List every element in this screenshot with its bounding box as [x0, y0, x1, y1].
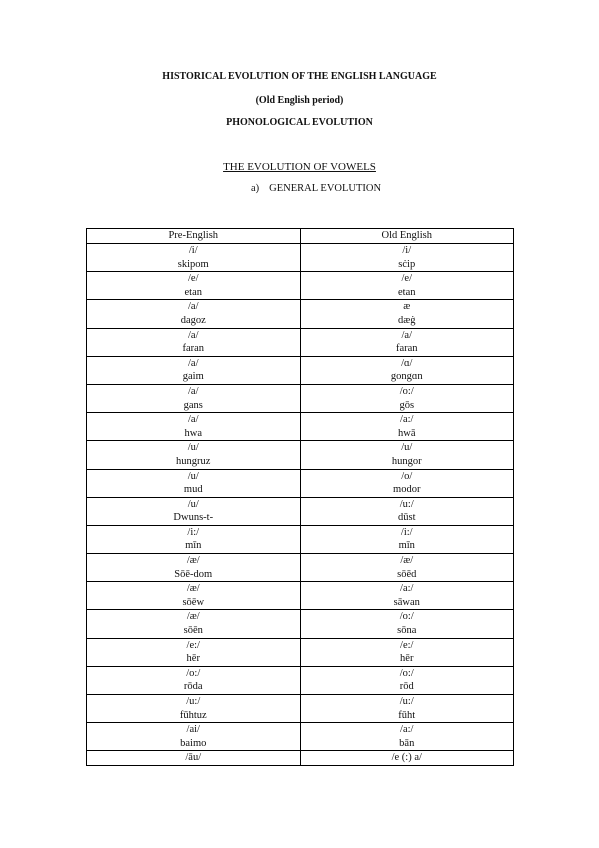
example-word: hungor — [391, 455, 422, 467]
example-word: sōēd — [397, 568, 417, 580]
example-word: rōda — [183, 681, 203, 693]
example-word: baimo — [180, 737, 207, 749]
old-english-cell — [300, 300, 514, 328]
phoneme: /u:/ — [186, 696, 201, 707]
pre-english-cell — [87, 272, 301, 300]
example-word: dagoz — [180, 314, 206, 326]
pre-english-cell — [87, 328, 301, 356]
phoneme: /ɑ/ — [401, 357, 413, 369]
table-row — [87, 723, 514, 751]
old-english-cell — [300, 554, 514, 582]
phoneme: /u:/ — [399, 498, 414, 510]
example-word: faran — [395, 343, 418, 355]
example-word: sāwan — [393, 596, 420, 608]
vowel-evolution-table — [86, 228, 514, 766]
old-english-cell — [300, 695, 514, 723]
phoneme: /a/ — [401, 329, 412, 341]
phoneme: /æ/ — [186, 611, 200, 623]
document-title: HISTORICAL EVOLUTION OF THE ENGLISH LANGUAGE — [162, 71, 437, 82]
example-word: sōēn — [183, 625, 203, 637]
example-word: sċip — [398, 258, 416, 270]
pre-english-cell — [87, 638, 301, 666]
pre-english-cell — [87, 441, 301, 469]
example-word: bān — [399, 737, 415, 749]
column-header-pre-english: Pre-English — [87, 229, 301, 244]
table-row — [87, 244, 514, 272]
phoneme: æ — [403, 301, 411, 313]
pre-english-cell — [87, 469, 301, 497]
example-word: modor — [393, 484, 421, 496]
document-topic: PHONOLOGICAL EVOLUTION — [226, 117, 373, 128]
example-word: fūhtuz — [179, 709, 207, 721]
example-word: skipom — [177, 258, 209, 270]
example-word: mīn — [185, 540, 202, 552]
phoneme: /u/ — [401, 442, 413, 454]
phoneme: /i/ — [402, 245, 412, 256]
phoneme: /o:/ — [399, 667, 414, 679]
table-row — [87, 638, 514, 666]
example-word: fūht — [398, 709, 416, 721]
table-row — [87, 300, 514, 328]
phoneme: /a/ — [188, 301, 199, 313]
pre-english-cell — [87, 300, 301, 328]
pre-english-cell — [87, 751, 301, 766]
phoneme: /u/ — [187, 498, 199, 510]
table-row — [87, 582, 514, 610]
pre-english-cell — [87, 244, 301, 272]
example-word: dæġ — [397, 314, 416, 326]
old-english-cell — [300, 751, 514, 766]
phoneme: /o:/ — [186, 667, 201, 679]
phoneme: /i/ — [188, 245, 198, 256]
old-english-cell — [300, 610, 514, 638]
example-word: hēr — [186, 653, 200, 665]
phoneme: /a:/ — [400, 583, 414, 595]
phoneme: /a/ — [188, 385, 199, 397]
old-english-cell — [300, 723, 514, 751]
pre-english-cell — [87, 356, 301, 384]
phoneme: /a/ — [188, 357, 199, 369]
example-word: etan — [398, 286, 416, 298]
example-word: dūst — [397, 512, 416, 524]
phoneme: /i:/ — [187, 526, 200, 538]
table-header-row — [87, 229, 514, 244]
phoneme: /a/ — [188, 414, 199, 426]
phoneme: /o:/ — [399, 385, 414, 397]
example-word: sōēw — [182, 596, 205, 608]
phoneme: /u/ — [187, 442, 199, 454]
old-english-cell — [300, 328, 514, 356]
phoneme: /a:/ — [400, 414, 414, 426]
example-word: mud — [183, 484, 203, 496]
pre-english-cell — [87, 525, 301, 553]
example-word: gans — [183, 399, 203, 411]
old-english-cell — [300, 356, 514, 384]
old-english-cell — [300, 441, 514, 469]
phoneme: /e:/ — [400, 639, 414, 651]
old-english-cell — [300, 413, 514, 441]
phoneme: /ai/ — [186, 724, 200, 736]
example-word: mīn — [398, 540, 415, 552]
old-english-cell — [300, 469, 514, 497]
phoneme: /æ/ — [186, 583, 200, 595]
old-english-cell — [300, 272, 514, 300]
table-row — [87, 666, 514, 694]
document-period: (Old English period) — [255, 95, 344, 106]
phoneme: /e/ — [188, 273, 199, 285]
example-word: faran — [182, 343, 205, 355]
table-row — [87, 328, 514, 356]
section-heading-text: THE EVOLUTION OF VOWELS — [223, 161, 376, 173]
example-word: sōna — [397, 625, 417, 637]
table-row — [87, 413, 514, 441]
phoneme: /e/ — [401, 273, 412, 285]
table-row — [87, 441, 514, 469]
table-row — [87, 356, 514, 384]
example-word: Dwuns-t- — [173, 512, 214, 524]
pre-english-cell — [87, 384, 301, 412]
phoneme: /a:/ — [400, 724, 414, 736]
section-heading — [0, 161, 599, 173]
example-word: Sōē-dom — [174, 568, 213, 580]
subheading-text: GENERAL EVOLUTION — [269, 183, 382, 194]
phoneme: /u:/ — [399, 696, 414, 707]
table-row — [87, 525, 514, 553]
table-row — [87, 751, 514, 766]
example-word: hwa — [184, 427, 202, 439]
table-body — [87, 244, 514, 766]
phoneme: /o:/ — [399, 611, 414, 623]
table-row — [87, 695, 514, 723]
phoneme: /æ/ — [186, 555, 200, 567]
pre-english-cell — [87, 723, 301, 751]
example-word: gaim — [182, 371, 204, 383]
example-word: hungruz — [176, 455, 211, 467]
pre-english-cell — [87, 497, 301, 525]
pre-english-cell — [87, 610, 301, 638]
phoneme: /a/ — [188, 329, 199, 341]
table-row — [87, 610, 514, 638]
table-row — [87, 497, 514, 525]
table-row — [87, 384, 514, 412]
example-word: gōs — [399, 399, 415, 411]
old-english-cell — [300, 497, 514, 525]
old-english-cell — [300, 384, 514, 412]
old-english-cell — [300, 244, 514, 272]
example-word: gongɑn — [390, 371, 423, 383]
table-row — [87, 554, 514, 582]
table-row — [87, 469, 514, 497]
example-word: hēr — [400, 653, 414, 665]
subheading — [251, 183, 381, 194]
subheading-letter: a) — [251, 183, 260, 194]
pre-english-cell — [87, 413, 301, 441]
pre-english-cell — [87, 582, 301, 610]
pre-english-cell — [87, 554, 301, 582]
example-word: rōd — [399, 681, 414, 693]
phoneme: /āu/ — [185, 752, 202, 764]
table-row — [87, 272, 514, 300]
old-english-cell — [300, 638, 514, 666]
pre-english-cell — [87, 666, 301, 694]
example-word: hwā — [398, 427, 416, 439]
phoneme: /i:/ — [400, 526, 413, 538]
old-english-cell — [300, 582, 514, 610]
pre-english-cell — [87, 695, 301, 723]
phoneme: /o/ — [401, 470, 413, 482]
old-english-cell — [300, 525, 514, 553]
phoneme: /e (:) a/ — [391, 752, 422, 764]
phoneme: /e:/ — [186, 639, 200, 651]
column-header-old-english: Old English — [300, 229, 514, 244]
phoneme: /u/ — [187, 470, 199, 482]
phoneme: /æ/ — [400, 555, 414, 567]
old-english-cell — [300, 666, 514, 694]
example-word: etan — [184, 286, 202, 298]
